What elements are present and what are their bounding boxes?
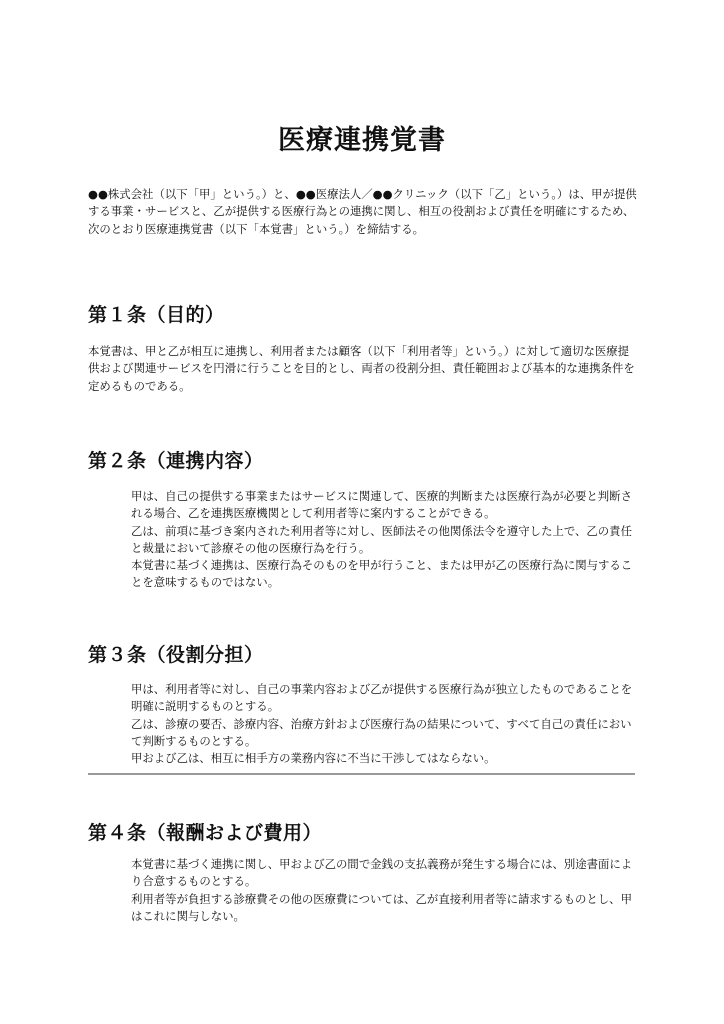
article-4-paragraph-2: 利用者等が負担する診療費その他の医療費については、乙が直接利用者等に請求するものとし、甲はこれに関与しない。 — [131, 891, 632, 923]
article-2-body — [131, 488, 641, 592]
article-2-paragraph-2: 乙は、前項に基づき案内された利用者等に対し、医師法その他関係法令を遵守した上で、乙の責任と裁量において診療その他の医療行為を行う。 — [131, 523, 632, 555]
article-4-heading: 第４条（報酬および費用） — [88, 822, 323, 844]
article-3-heading: 第３条（役割分担） — [88, 644, 264, 666]
article-2-paragraph-1: 甲は、自己の提供する事業またはサービスに関連して、医療的判断または医療行為が必要と判断される場合、乙を連携医療機関として利用者等に案内することができる。 — [131, 489, 632, 521]
article-4-paragraph-1: 本覚書に基づく連携に関し、甲および乙の間で金銭の支払義務が発生する場合には、別途書面により合意するものとする。 — [131, 857, 633, 889]
article-1-paragraph-1: 本覚書は、甲と乙が相互に連携し、利用者または顧客（以下「利用者等」という。）に対して適切な医療提供および関連サービスを円滑に行うことを目的とし、両者の役割分担、責任範囲および基本的な連携条件を定めるものである。 — [88, 344, 635, 393]
article-4-body — [131, 856, 641, 925]
article-2-paragraph-3: 本覚書に基づく連携は、医療行為そのものを甲が行うこと、または甲が乙の医療行為に関与することを意味するものではない。 — [131, 558, 633, 590]
section-divider — [88, 773, 635, 775]
intro-paragraph: ●●株式会社（以下「甲」という。）と、●●医療法人／●●クリニック（以下「乙」という。）は、甲が提供する事業・サービスと、乙が提供する医療行為との連携に関し、相互の役割および責任を明確にするため、次のとおり医療連携覚書（以下「本覚書」という。）を締結する。 — [88, 187, 637, 236]
article-3-body — [131, 681, 641, 767]
article-3-paragraph-2: 乙は、診療の要否、診療内容、治療方針および医療行為の結果について、すべて自己の責任において判断するものとする。 — [131, 716, 632, 748]
article-3-paragraph-1: 甲は、利用者等に対し、自己の事業内容および乙が提供する医療行為が独立したものであることを明確に説明するものとする。 — [131, 682, 633, 714]
document-title: 医療連携覚書 — [278, 125, 446, 156]
article-2-heading: 第２条（連携内容） — [88, 450, 264, 472]
article-1-heading: 第１条（目的） — [88, 304, 225, 326]
article-3-paragraph-3: 甲および乙は、相互に相手方の業務内容に不当に干渉してはならない。 — [131, 751, 496, 766]
article-1-body — [88, 343, 640, 395]
